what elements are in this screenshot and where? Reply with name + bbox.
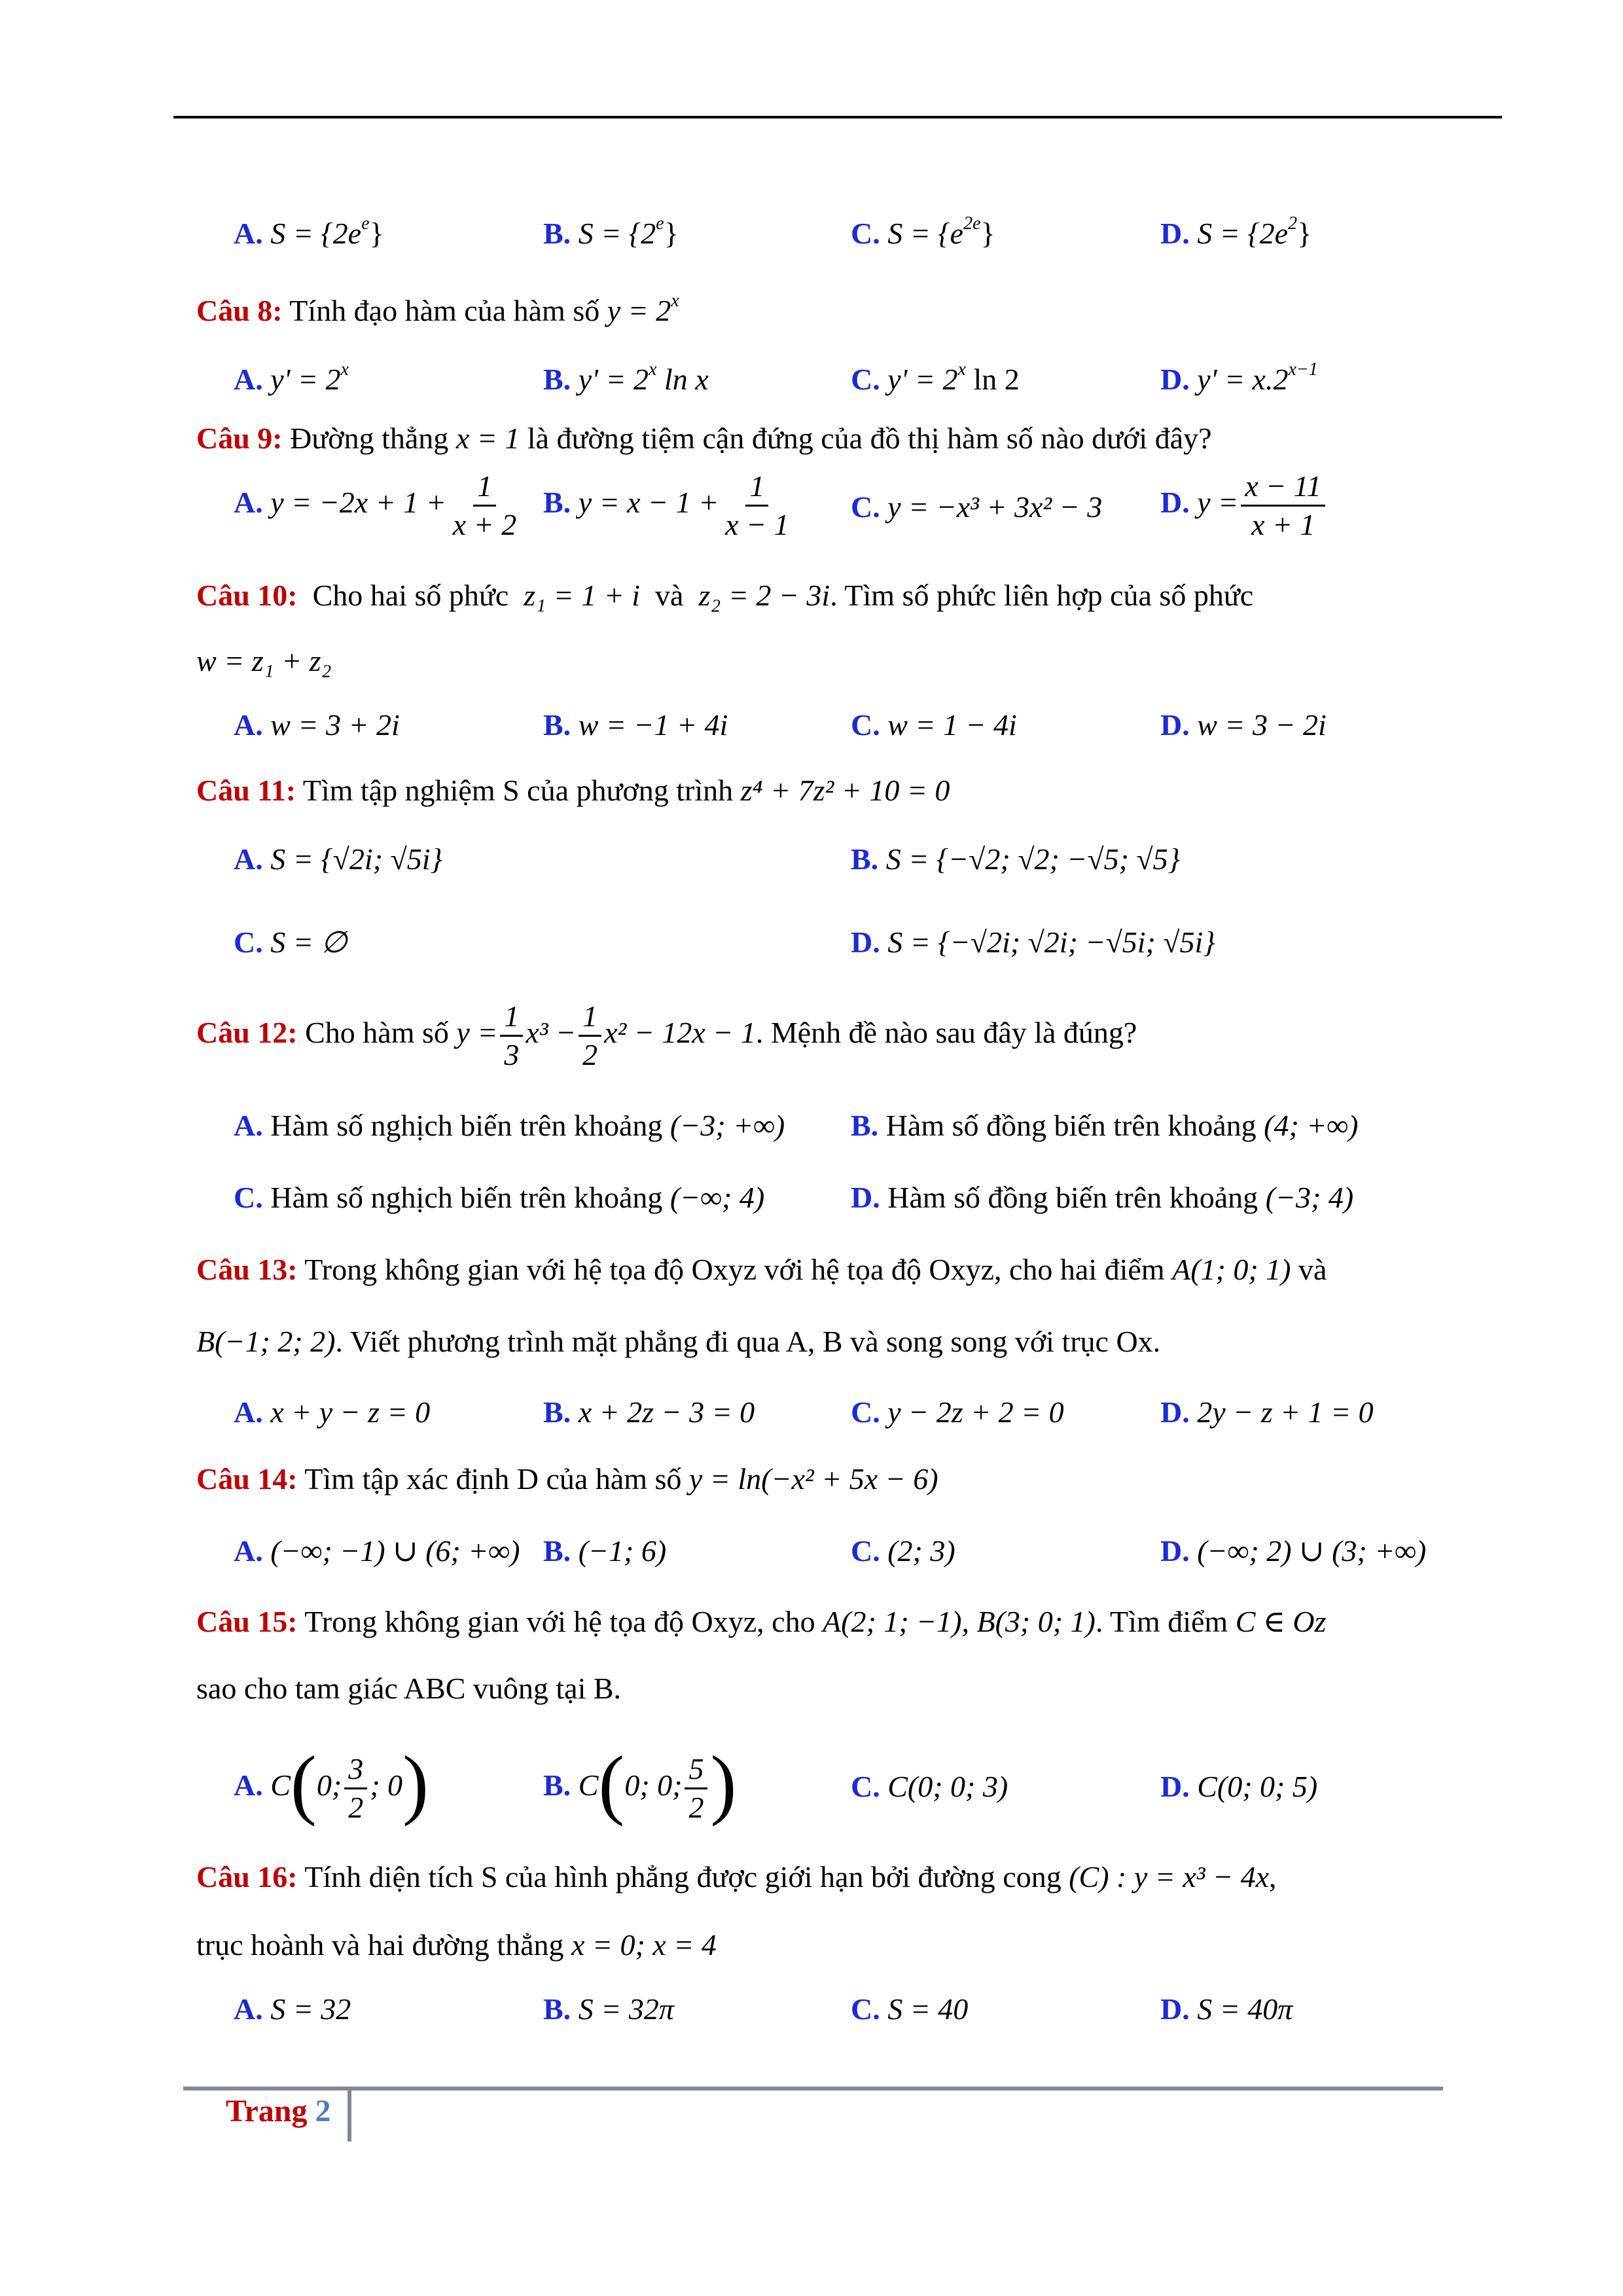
q10-option-d[interactable]: D. w = 3 − 2i — [1160, 708, 1327, 742]
page-number: Trang 2 — [226, 2094, 331, 2128]
q9-option-a[interactable]: A. y = −2x + 1 + $\frac{1}{x + 2}$ — [234, 469, 517, 541]
question-8: Câu 8: Tính đạo hàm của hàm số $y = 2^x$ — [196, 291, 679, 327]
q13-option-d[interactable]: D. 2y − z + 1 = 0 — [1160, 1395, 1374, 1429]
q16-option-c[interactable]: C. S = 40 — [851, 1992, 969, 2026]
q16-option-d[interactable]: D. S = 40π — [1160, 1992, 1293, 2026]
q12-option-d[interactable]: D. Hàm số đồng biến trên khoảng (−3; 4) — [851, 1181, 1354, 1214]
q15-option-b[interactable]: B. C(0; 0; $\frac{5}{2}$ ) — [543, 1740, 737, 1827]
question-13-line2: B(−1; 2; 2). Viết phương trình mặt phẳng đi qua A, B và song song với trục Ox. — [196, 1325, 1161, 1358]
question-14: Câu 14: Tìm tập xác định D của hàm số y = ln(−x² + 5x − 6) — [196, 1462, 938, 1496]
q9-option-b[interactable]: B. y = x − 1 + $\frac{1}{x - 1}$ — [543, 469, 789, 541]
q8-option-c[interactable]: C. $y' = 2^x$ ln 2 — [851, 359, 1020, 396]
question-9: Câu 9: Đường thẳng x = 1 là đường tiệm cận đứng của đồ thị hàm số nào dưới đây? — [196, 422, 1212, 455]
q13-option-a[interactable]: A. x + y − z = 0 — [234, 1395, 431, 1429]
q8-option-a[interactable]: A. $y' = 2^x$ — [234, 359, 349, 396]
q14-option-b[interactable]: B. (−1; 6) — [543, 1534, 667, 1568]
q12-option-b[interactable]: B. Hàm số đồng biến trên khoảng (4; +∞) — [851, 1109, 1359, 1142]
q13-option-b[interactable]: B. x + 2z − 3 = 0 — [543, 1395, 755, 1429]
q12-option-a[interactable]: A. Hàm số nghịch biến trên khoảng (−3; +∞) — [234, 1109, 785, 1142]
q16-option-a[interactable]: A. S = 32 — [234, 1992, 351, 2026]
q11-option-b[interactable]: B. S = {−√2; √2; −√5; √5} — [851, 842, 1181, 876]
footer-rule — [183, 2087, 1443, 2090]
q9-option-c[interactable]: C. y = −x³ + 3x² − 3 — [851, 490, 1103, 524]
question-16: Câu 16: Tính diện tích S của hình phẳng được giới hạn bởi đường cong (C) : y = x³ − 4x, — [196, 1860, 1277, 1893]
q8-option-d[interactable]: D. $y' = x.2^{x-1}$ — [1160, 359, 1318, 396]
q7-option-b[interactable]: B. $S = \{2^e\}$ — [543, 213, 679, 250]
q15-option-c[interactable]: C. C(0; 0; 3) — [851, 1770, 1008, 1803]
q9-option-d[interactable]: D. y = $\frac{x - 11}{x + 1}$ — [1160, 468, 1328, 543]
q7-option-d[interactable]: D. $S = \{2e^2\}$ — [1160, 213, 1312, 250]
q14-option-a[interactable]: A. (−∞; −1) ∪ (6; +∞) — [234, 1534, 520, 1568]
q12-option-c[interactable]: C. Hàm số nghịch biến trên khoảng (−∞; 4) — [234, 1181, 765, 1214]
q7-option-c[interactable]: C. $S = \{e^{2e}\}$ — [851, 213, 995, 250]
question-12: Câu 12: Cho hàm số y = $\frac{1}{3}$ x³ − $\frac{1}{2}$ x² − 12x − 1. Mệnh đề nào sau đây là đúng? — [196, 999, 1137, 1071]
question-16-line2: trục hoành và hai đường thẳng x = 0; x = 4 — [196, 1928, 717, 1962]
question-13: Câu 13: Trong không gian với hệ tọa độ Oxyz với hệ tọa độ Oxyz, cho hai điểm A(1; 0; 1) và — [196, 1253, 1327, 1286]
q10-option-a[interactable]: A. w = 3 + 2i — [234, 708, 400, 742]
q16-option-b[interactable]: B. S = 32π — [543, 1992, 674, 2026]
question-11: Câu 11: Tìm tập nghiệm S của phương trình z⁴ + 7z² + 10 = 0 — [196, 774, 950, 807]
q15-option-a[interactable]: A. C(0; $\frac{3}{2}$ ; 0) — [234, 1740, 429, 1827]
question-15: Câu 15: Trong không gian với hệ tọa độ Oxyz, cho A(2; 1; −1), B(3; 0; 1). Tìm điểm C ∈ Oz — [196, 1605, 1327, 1638]
q15-option-d[interactable]: D. C(0; 0; 5) — [1160, 1770, 1318, 1803]
q11-option-d[interactable]: D. S = {−√2i; √2i; −√5i; √5i} — [851, 925, 1215, 959]
q10-option-c[interactable]: C. w = 1 − 4i — [851, 708, 1017, 742]
q10-option-b[interactable]: B. w = −1 + 4i — [543, 708, 728, 742]
footer-divider — [348, 2087, 351, 2142]
q7-option-a[interactable]: A. $S = \{2e^e\}$ — [234, 213, 384, 250]
q11-option-c[interactable]: C. S = ∅ — [234, 925, 348, 959]
q11-option-a[interactable]: A. S = {√2i; √5i} — [234, 842, 442, 876]
question-10: Câu 10: Cho hai số phức z₁ = 1 + i và z₂ = 2 − 3i. Tìm số phức liên hợp của số phức — [196, 579, 1254, 612]
q8-option-b[interactable]: B. $y' = 2^x$ ln x — [543, 359, 709, 396]
question-15-line2: sao cho tam giác ABC vuông tại B. — [196, 1672, 622, 1705]
q13-option-c[interactable]: C. y − 2z + 2 = 0 — [851, 1395, 1064, 1429]
question-10-line2: w = z₁ + z₂ — [196, 644, 332, 677]
q14-option-c[interactable]: C. (2; 3) — [851, 1534, 955, 1568]
header-rule — [173, 116, 1502, 118]
q14-option-d[interactable]: D. (−∞; 2) ∪ (3; +∞) — [1160, 1534, 1427, 1568]
